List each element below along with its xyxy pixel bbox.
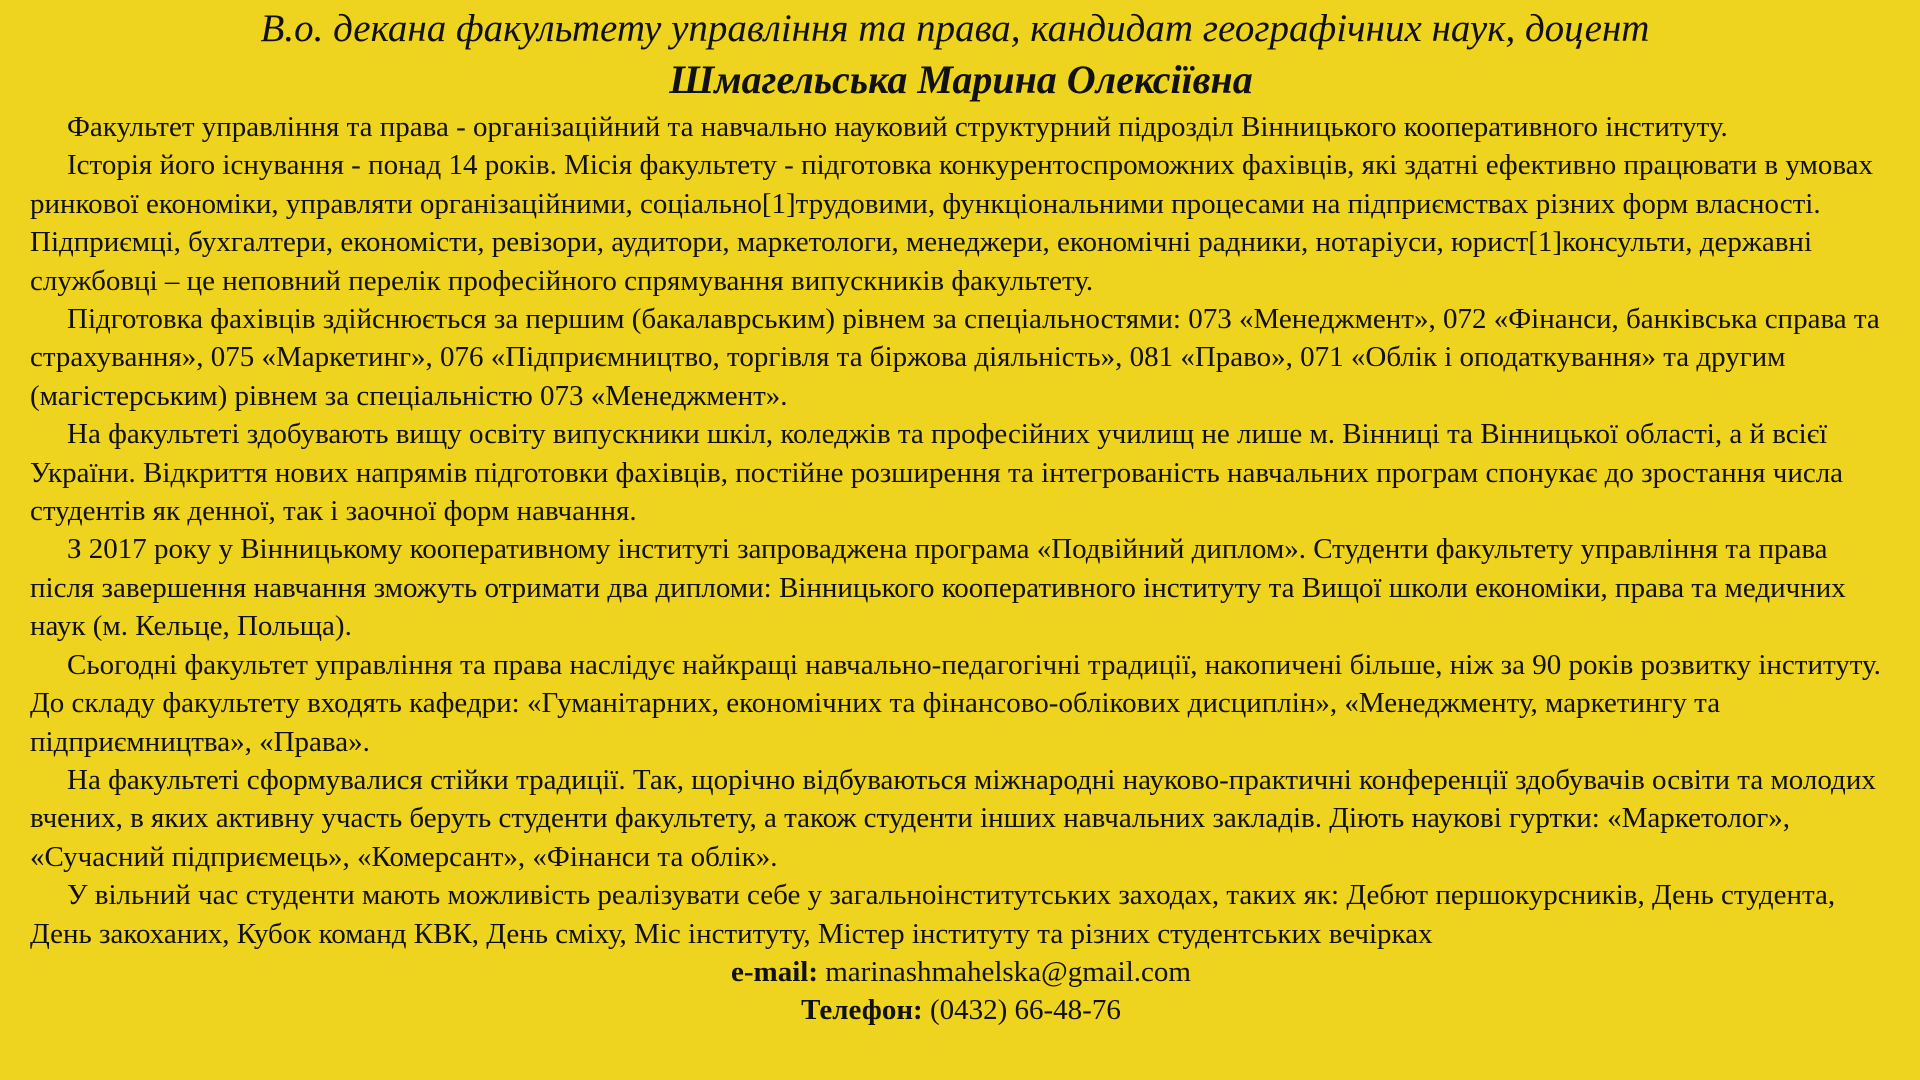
- paragraph-double-diploma: З 2017 року у Вінницькому кооперативному інституті запроваджена програма «Подвійний диплом». Студенти факультету управління та права після завершення навчання зможуть отримати два дипломи: Вінницького кооперативного інституту та Вищої школи економіки, права та медичних наук (м. Кельце, Польща).: [30, 533, 1846, 643]
- paragraph-students: На факультеті здобувають вищу освіту випускники шкіл, коледжів та професійних училищ не лише м. Вінниці та Вінницької області, а й всієї України. Відкриття нових напрямів підготовки фахівців, постійне розширення та інтегрованість навчальних програм спонукає до зростання числа студентів як денної, так і заочної форм навчання.: [30, 418, 1844, 528]
- phone-line: [30, 991, 1892, 1029]
- page-title: В.о. декана факультету управління та права, кандидат географічних наук, доцент: [260, 7, 1650, 50]
- paragraph-history: Історія його існування - понад 14 років. Місія факультету - підготовка конкурентоспроможних фахівців, які здатні ефективно працювати в умовах ринкової економіки, управляти організаційними, соціально[1]трудовими, функціональними процесами на підприємствах різних форм власності. Підприємці, бухгалтери, економісти, ревізори, аудитори, маркетологи, менеджери, економічні радники, нотаріуси, юрист[1]консульти, державні службовці – це неповний перелік професійного спрямування випускників факультету.: [30, 149, 1874, 297]
- dean-name: Шмагельська Марина Олексіївна: [669, 57, 1253, 102]
- email-label: e-mail:: [731, 955, 818, 988]
- paragraph-traditions: Сьогодні факультет управління та права наслідує найкращі навчально-педагогічні традиції, накопичені більше, ніж за 90 років розвитку інституту. До складу факультету входять кафедри: «Гуманітарних, економічних та фінансово-облікових дисциплін», «Менеджменту, маркетингу та підприємництва», «Права».: [30, 648, 1881, 758]
- paragraph-conferences: На факультеті сформувалися стійки традиції. Так, щорічно відбуваються міжнародні науково-практичні конференції здобувачів освіти та молодих вчених, в яких активну участь беруть студенти факультету, а також студенти інших навчальних закладів. Діють наукові гуртки: «Маркетолог», «Сучасний підприємець», «Комерсант», «Фінанси та облік».: [30, 763, 1876, 873]
- email-link[interactable]: marinashmahelska@gmail.com: [825, 955, 1191, 988]
- phone-number: (0432) 66-48-76: [929, 994, 1121, 1027]
- faculty-description: [30, 108, 1892, 953]
- phone-label: Телефон:: [801, 994, 923, 1027]
- email-line: [30, 953, 1892, 991]
- paragraph-intro: Факультет управління та права - організаційний та навчально науковий структурний підрозділ Вінницького кооперативного інституту.: [67, 111, 1728, 143]
- paragraph-specialties: Підготовка фахівців здійснюється за першим (бакалаврським) рівнем за спеціальностями: 073 «Менеджмент», 072 «Фінанси, банківська справа та страхування», 075 «Маркетинг», 076 «Підприємництво, торгівля та біржова діяльність», 081 «Право», 071 «Облік і оподаткування» та другим (магістерським) рівнем за спеціальністю 073 «Менеджмент».: [30, 303, 1880, 412]
- paragraph-leisure: У вільний час студенти мають можливість реалізувати себе у загальноінститутських заходах, таких як: Дебют першокурсників, День студента, День закоханих, Кубок команд КВК, День сміху, Міс інституту, Містер інституту та різних студентських вечірках: [30, 879, 1836, 950]
